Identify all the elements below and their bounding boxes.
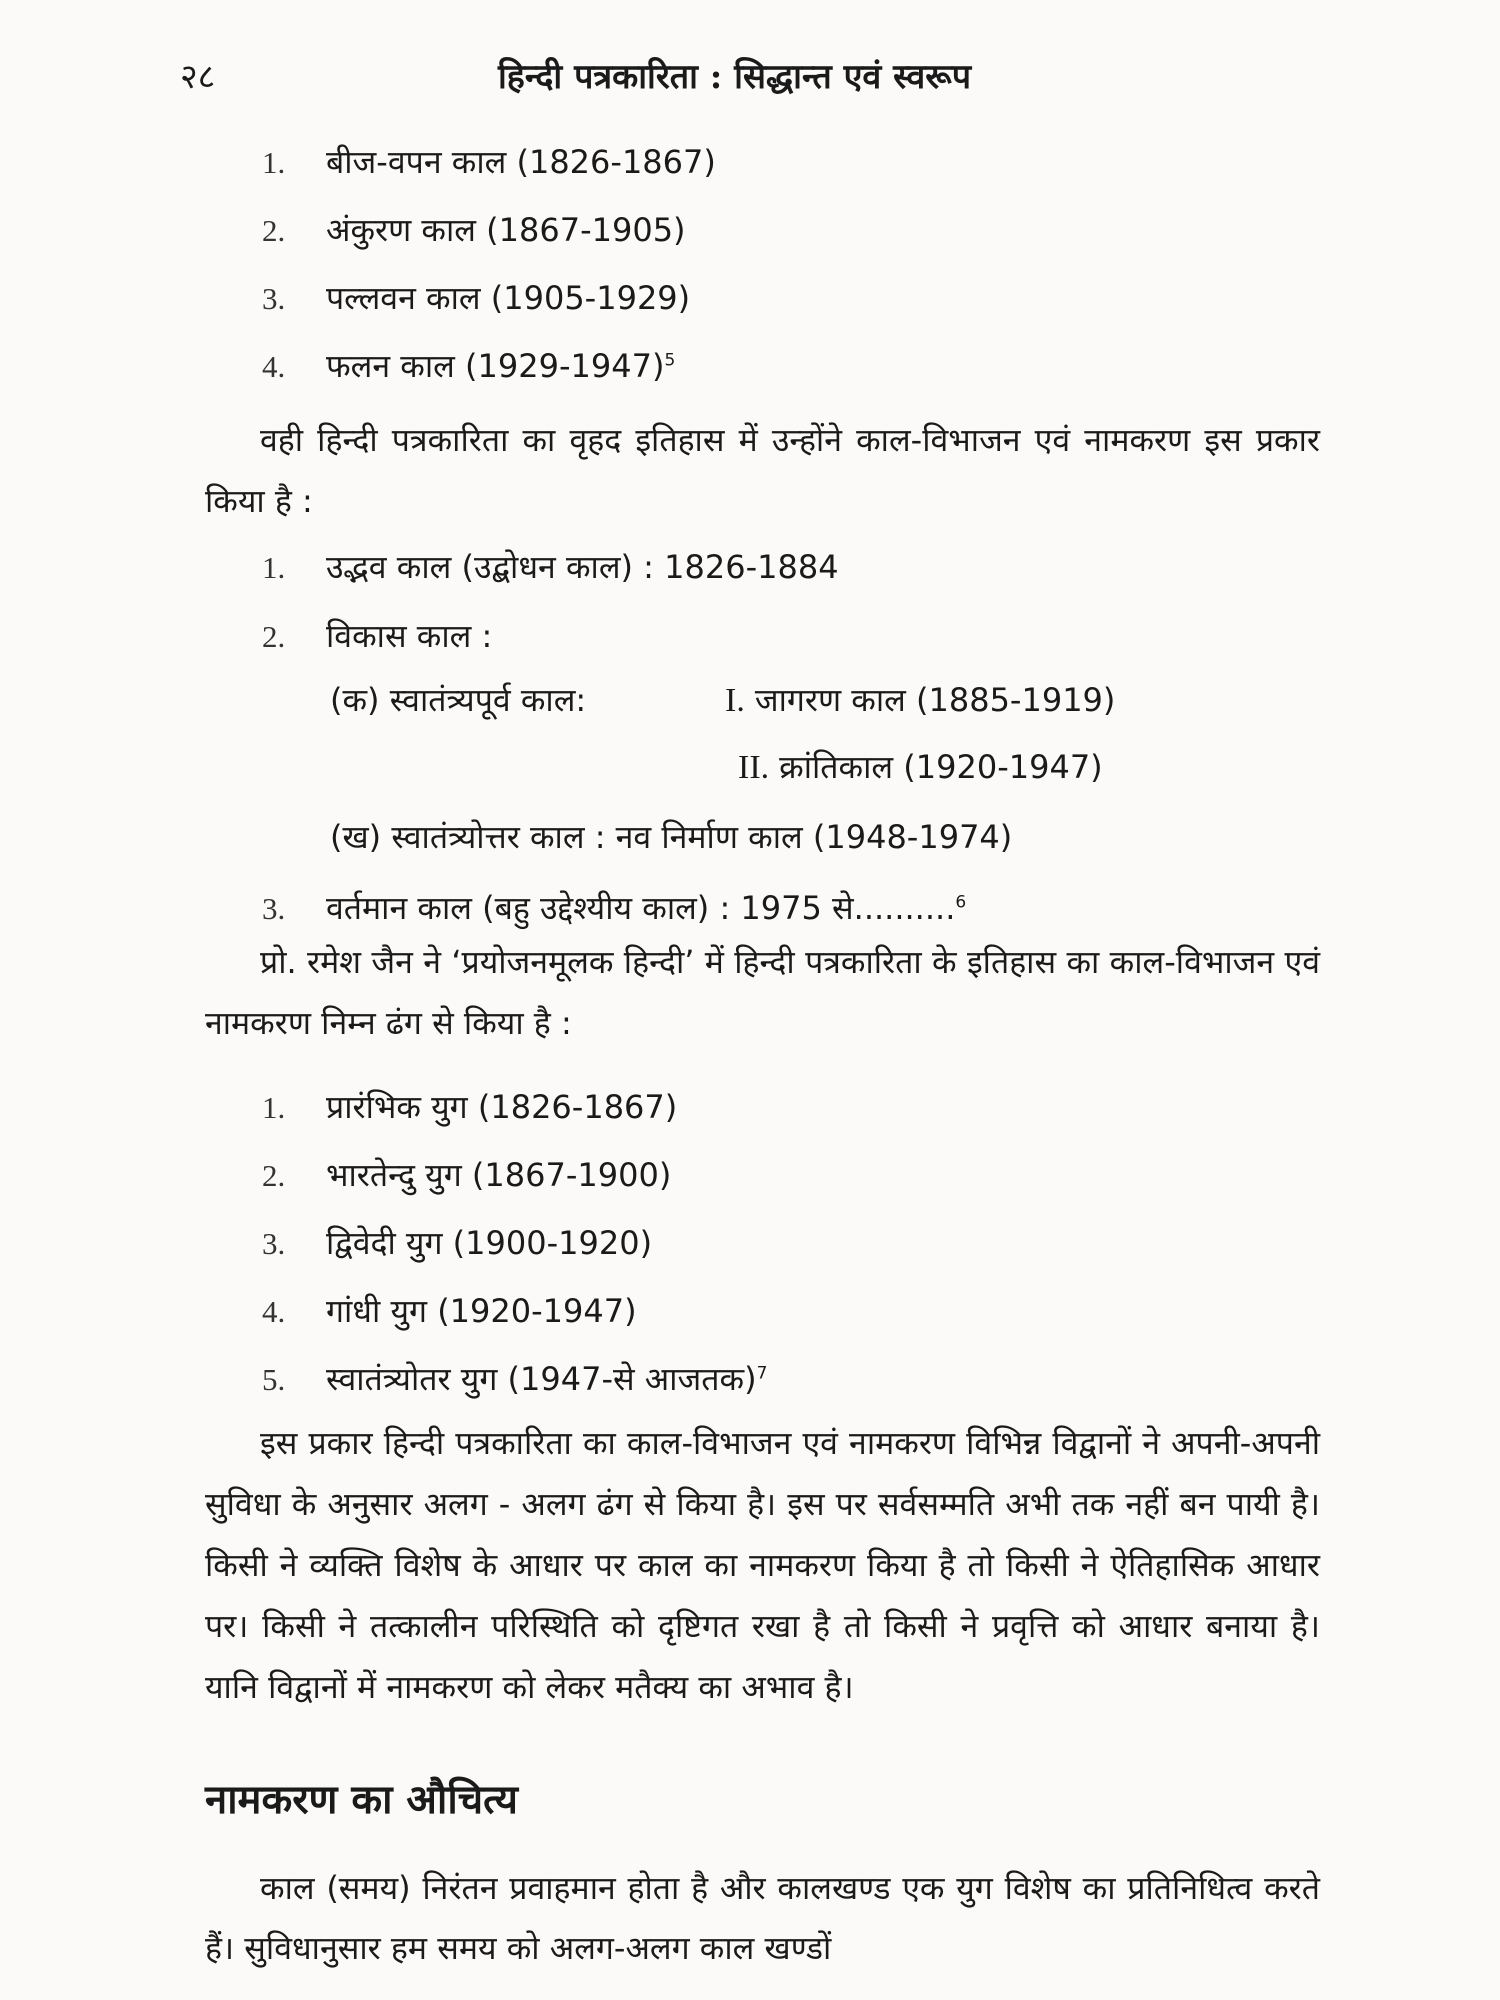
footnote-ref: 5 [664, 350, 676, 371]
list-item: 4. फलन काल (1929-1947)$^5$ [262, 347, 676, 385]
page-header [180, 52, 1340, 102]
list-item: 2. अंकुरण काल (1867-1905) [262, 211, 686, 249]
section-heading: नामकरण का औचित्य [205, 1776, 518, 1823]
page-number: २८ [180, 57, 216, 97]
list-item: 2. भारतेन्दु युग (1867-1900) [262, 1156, 672, 1194]
paragraph: प्रो. रमेश जैन ने ‘प्रयोजनमूलक हिन्दी’ में हिन्दी पत्रकारिता के इतिहास का काल-विभाजन एवं नामकरण निम्न ढंग से किया है : [205, 943, 1320, 1042]
list-item: 1. प्रारंभिक युग (1826-1867) [262, 1088, 678, 1126]
list-item: 5. स्वातंत्र्योतर युग (1947-से आजतक)$^7$ [262, 1360, 768, 1398]
list-item: 4. गांधी युग (1920-1947) [262, 1292, 637, 1330]
sub-sub-item: I. जागरण काल (1885-1919) [725, 681, 1116, 719]
list-item: 2. विकास काल : [262, 617, 493, 655]
list-item: 3. पल्लवन काल (1905-1929) [262, 279, 691, 317]
running-title: हिन्दी पत्रकारिता : सिद्धान्त एवं स्वरूप [498, 57, 972, 97]
list-item: 1. उद्भव काल (उद्बोधन काल) : 1826-1884 [262, 548, 839, 586]
sub-item: (ख) स्वातंत्र्योत्तर काल : नव निर्माण काल (1948-1974) [330, 818, 1013, 856]
footnote-ref: 6 [955, 892, 967, 913]
footnote-ref: 7 [756, 1363, 768, 1384]
list-item: 1. बीज-वपन काल (1826-1867) [262, 143, 716, 181]
list-item: 3. द्विवेदी युग (1900-1920) [262, 1224, 653, 1262]
sub-sub-item: II. क्रांतिकाल (1920-1947) [738, 748, 1103, 786]
list-item: 3. वर्तमान काल (बहु उद्देश्यीय काल) : 1975 से..........$^6$ [262, 889, 967, 927]
paragraph: इस प्रकार हिन्दी पत्रकारिता का काल-विभाजन एवं नामकरण विभिन्न विद्वानों ने अपनी-अपनी सुविधा के अनुसार अलग - अलग ढंग से किया है। इस पर सर्वसम्मति अभी तक नहीं बन पायी है। किसी ने व्यक्ति विशेष के आधार पर काल का नामकरण किया है तो किसी ने ऐतिहासिक आधार पर। किसी ने तत्कालीन परिस्थिति को दृष्टिगत रखा है तो किसी ने प्रवृत्ति को आधार बनाया है। यानि विद्वानों में नामकरण को लेकर मतैक्य का अभाव है। [205, 1424, 1320, 1706]
paragraph: काल (समय) निरंतन प्रवाहमान होता है और कालखण्ड एक युग विशेष का प्रतिनिधित्व करते हैं। सुविधानुसार हम समय को अलग-अलग काल खण्डों [205, 1869, 1320, 1967]
sub-item-label: (क) स्वातंत्र्यपूर्व काल: [330, 681, 587, 719]
paragraph: वही हिन्दी पत्रकारिता का वृहद इतिहास में उन्होंने काल-विभाजन एवं नामकरण इस प्रकार किया है : [205, 421, 1320, 520]
